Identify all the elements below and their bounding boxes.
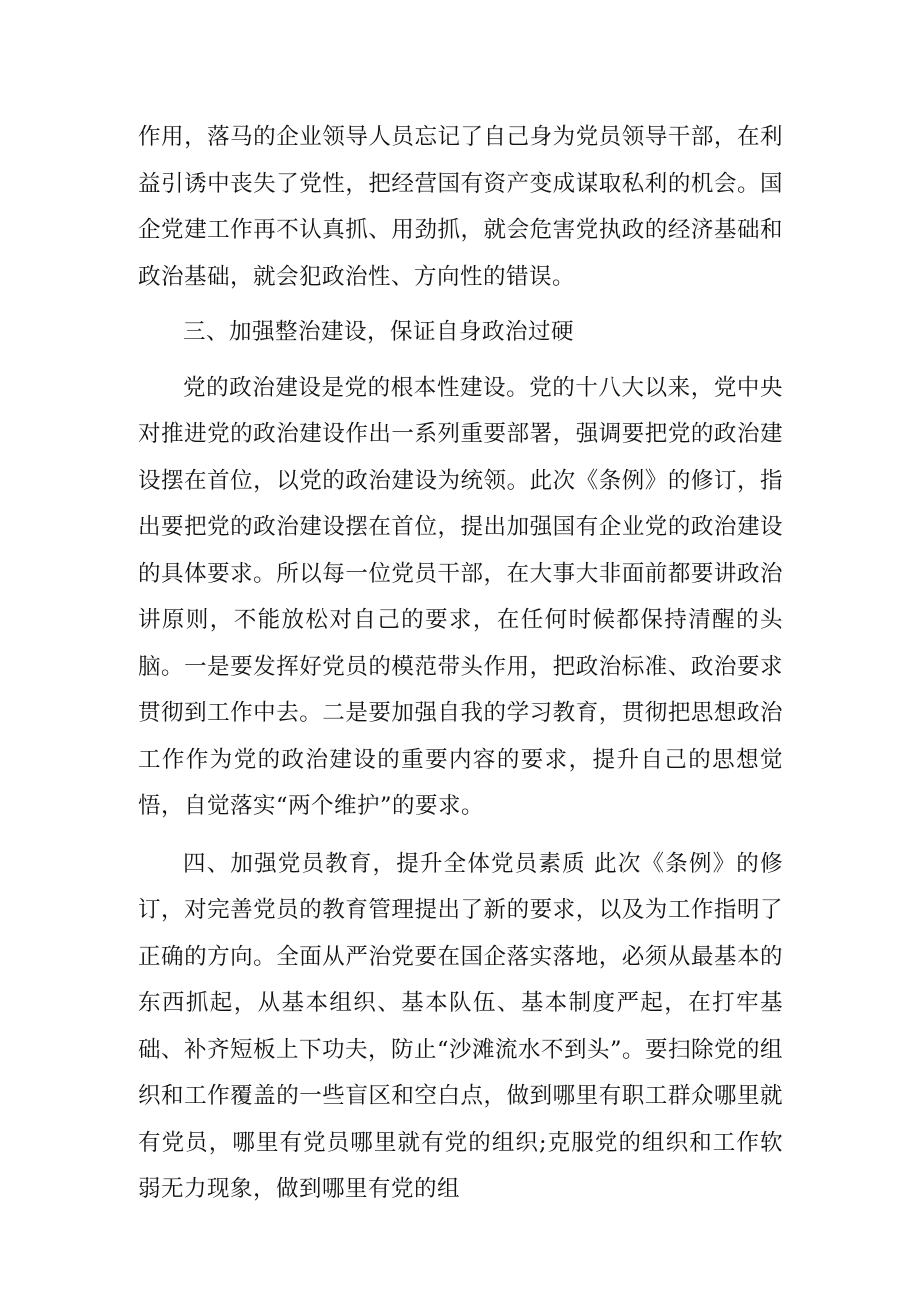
paragraph-political-construction: 党的政治建设是党的根本性建设。党的十八大以来，党中央对推进党的政治建设作出一系列重要部署，强调要把党的政治建设摆在首位，以党的政治建设为统领。此次《条例》的修订，指出要把党的政治建设摆在首位，提出加强国有企业党的政治建设的具体要求。所以每一位党员干部，在大事大非面前都要讲政治讲原则，不能放松对自己的要求，在任何时候都保持清醒的头脑。一是要发挥好党员的模范带头作用，把政治标准、政治要求贯彻到工作中去。二是要加强自我的学习教育，贯彻把思想政治工作作为党的政治建设的重要内容的要求，提升自己的思想觉悟，自觉落实“两个维护”的要求。 (138, 374, 783, 819)
paragraph-continuation: 作用，落马的企业领导人员忘记了自己身为党员领导干部，在利益引诱中丧失了党性，把经营国有资产变成谋取私利的机会。国企党建工作再不认真抓、用劲抓，就会危害党执政的经济基础和政治基础，就会犯政治性、方向性的错误。 (138, 124, 783, 290)
document-body (138, 114, 783, 1213)
section-heading-three: 三、加强整治建设，保证自身政治过硬 (183, 319, 575, 345)
paragraph-party-education: 四、加强党员教育，提升全体党员素质 此次《条例》的修订，对完善党员的教育管理提出了新的要求，以及为工作指明了正确的方向。全面从严治党要在国企落实落地，必须从最基本的东西抓起，从基本组织、基本队伍、基本制度严起，在打牢基础、补齐短板上下功夫，防止“沙滩流水不到头”。要扫除党的组织和工作覆盖的一些盲区和空白点，做到哪里有职工群众哪里就有党员，哪里有党员哪里就有党的组织;克服党的组织和工作软弱无力现象，做到哪里有党的组 (138, 850, 784, 1202)
